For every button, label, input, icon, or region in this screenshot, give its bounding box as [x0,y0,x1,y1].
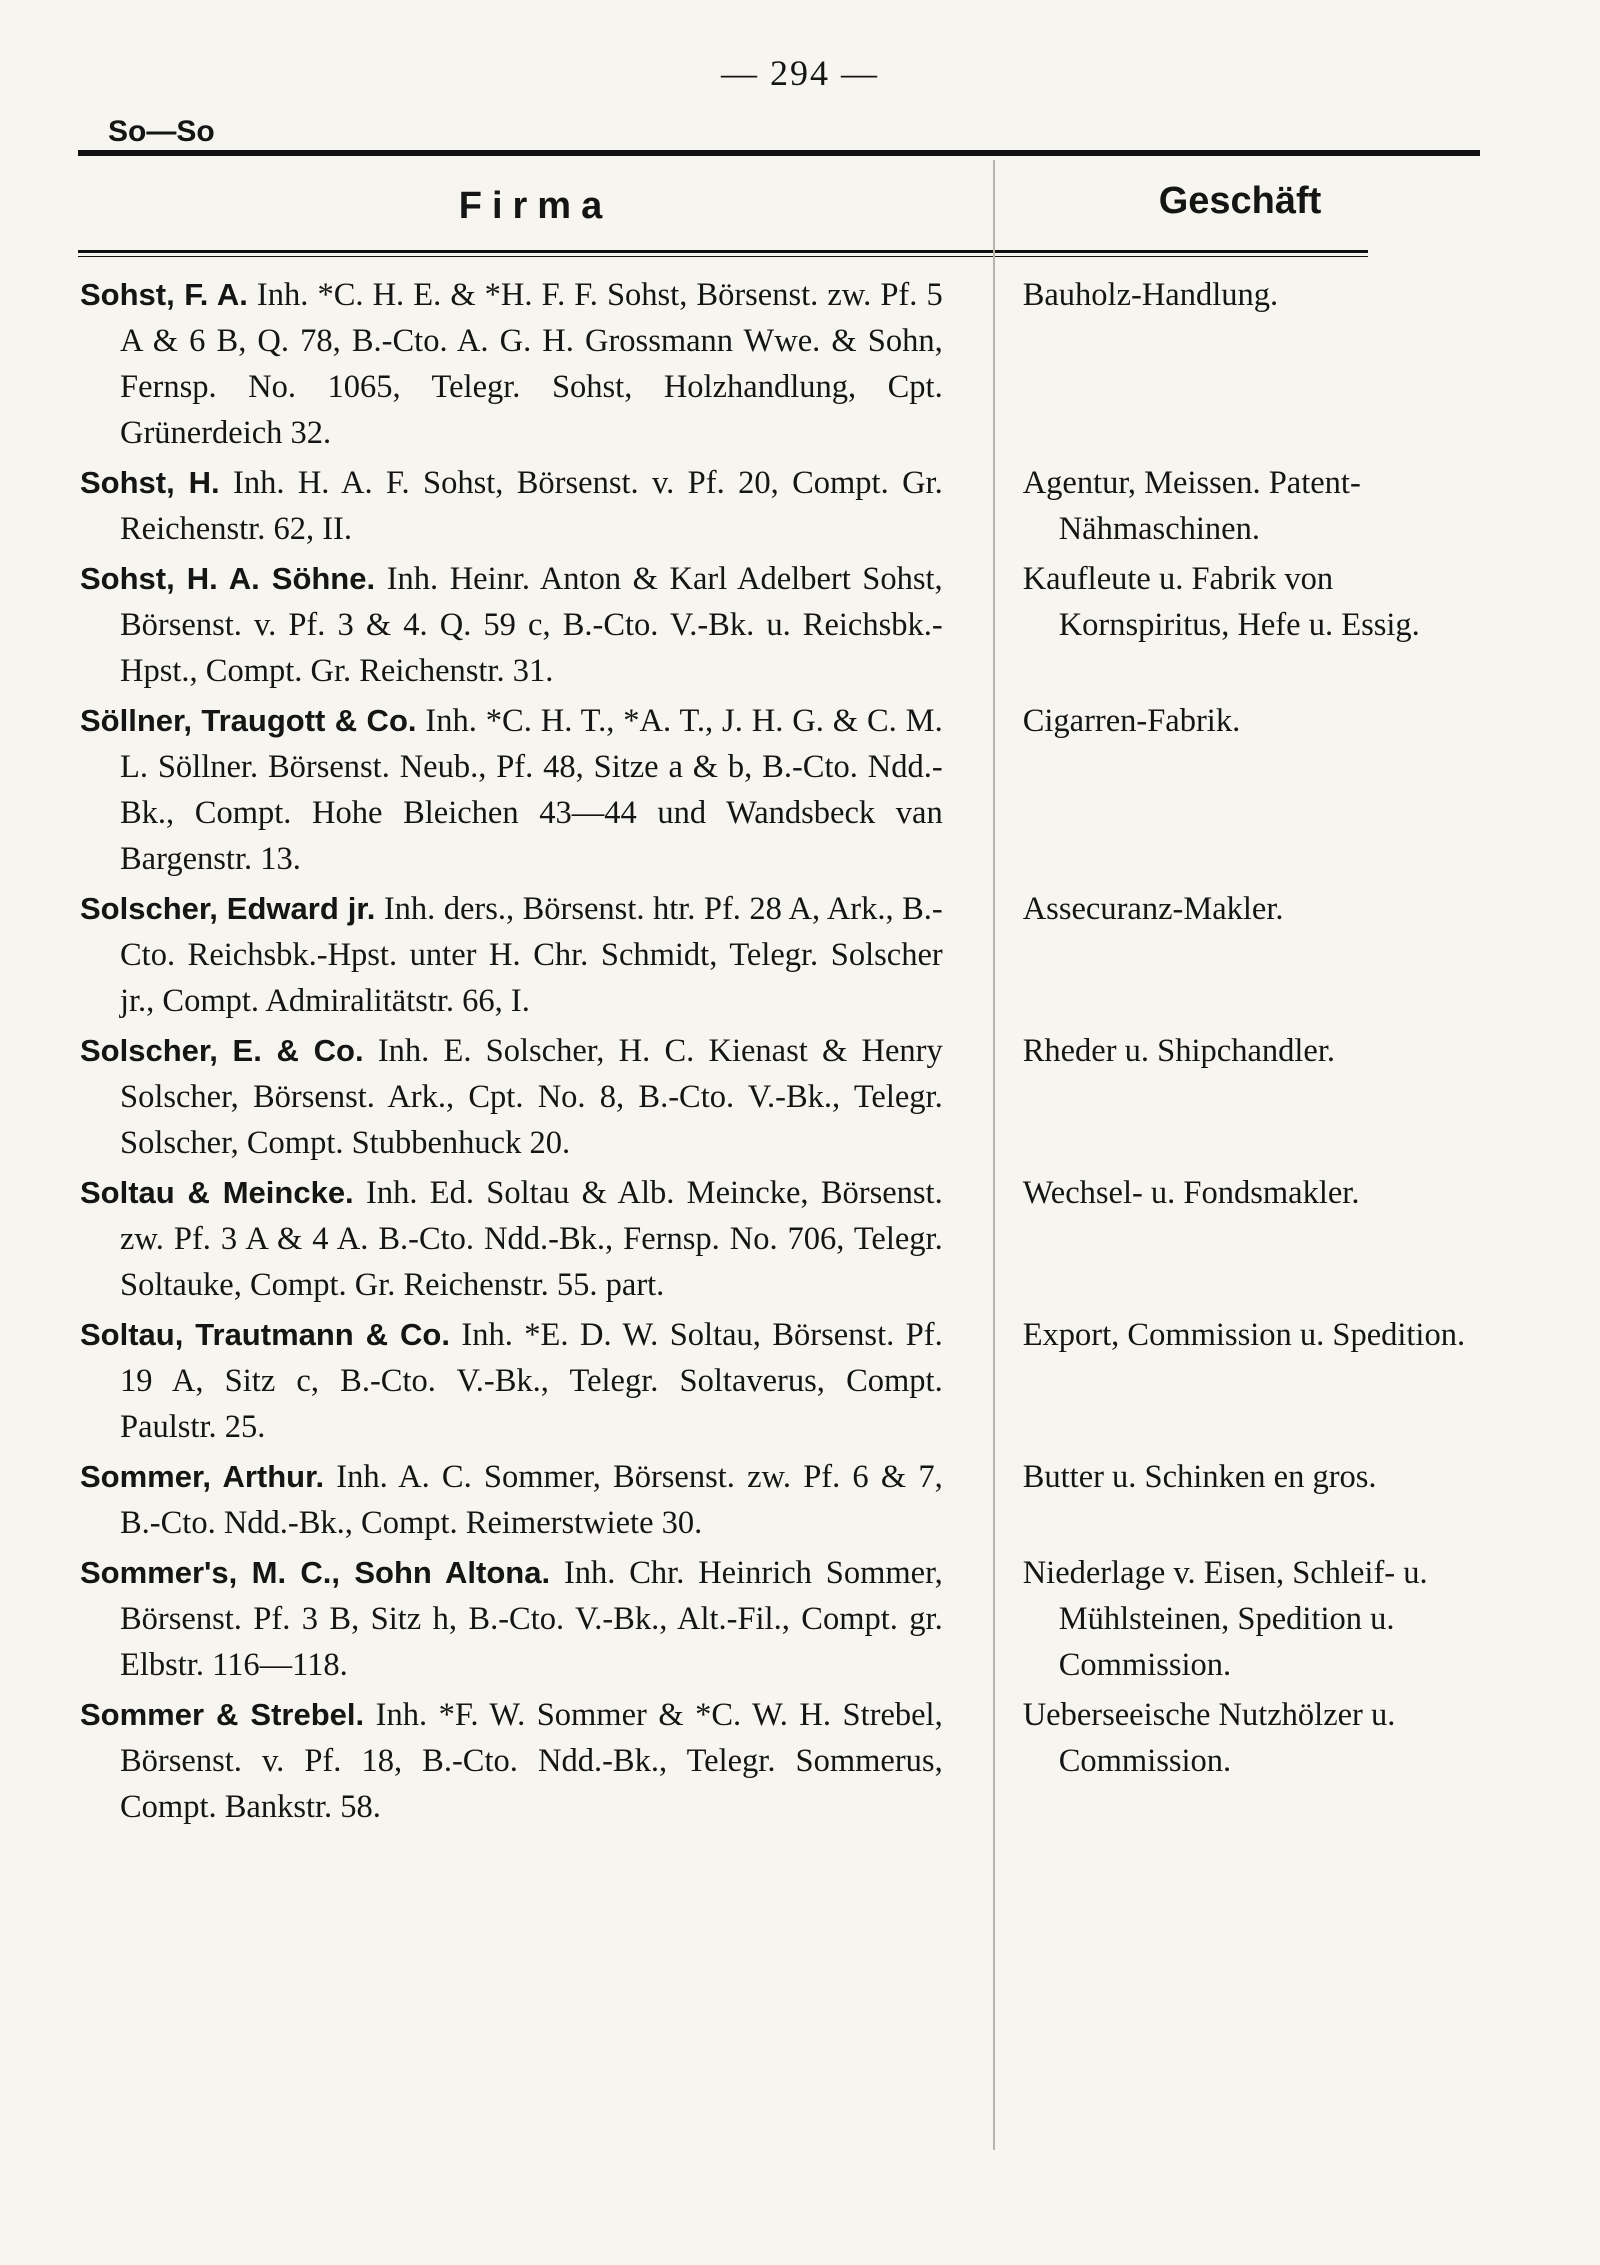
business-text: Ueberseeische Nutzhölzer u. Commission. [1022,1697,1396,1779]
entry-sohst-h [80,460,1480,552]
business-text: Cigarren-Fabrik. [1022,703,1241,739]
firm-text [80,1170,943,1308]
firm-details: Inh. A. C. Sommer, Börsenst. zw. Pf. 6 & 7, B.-Cto. Ndd.-Bk., Compt. Reimerstwiete 30. [120,1459,943,1541]
firm-text [80,1550,943,1688]
firm-details: Inh. Chr. Heinrich Sommer, Börsenst. Pf. 3 B, Sitz h, B.-Cto. V.-Bk., Alt.-Fil., Compt. gr. Elbstr. 116—118. [120,1555,943,1683]
page-number: — 294 — [721,53,879,93]
business-text: Export, Commission u. Spedition. [1022,1317,1466,1353]
firm-text [80,1692,943,1830]
running-head: So—So [108,115,215,148]
firm-text [80,698,943,882]
firm-text [80,886,943,1024]
firm-details: Inh. Ed. Soltau & Alb. Meincke, Börsenst. zw. Pf. 3 A & 4 A. B.-Cto. Ndd.-Bk., Fernsp. No. 706, Telegr. Soltauke, Compt. Gr. Reichenstr. 55. part. [120,1175,943,1303]
business-text: Rheder u. Shipchandler. [1022,1033,1335,1069]
firm-name: Soltau, Trautmann & Co. [80,1317,450,1352]
firm-details: Inh. E. Solscher, H. C. Kienast & Henry Solscher, Börsenst. Ark., Cpt. No. 8, B.-Cto. V.-Bk., Telegr. Solscher, Compt. Stubbenhuck 20. [120,1033,943,1161]
firm-text [80,1454,943,1546]
firm-details: Inh. *C. H. E. & *H. F. F. Sohst, Börsenst. zw. Pf. 5 A & 6 B, Q. 78, B.-Cto. A. G. H. Grossmann Wwe. & Sohn, Fernsp. No. 1065, Telegr. Sohst, Holzhandlung, Cpt. Grünerdeich 32. [120,277,943,451]
entry-soellner-traugott [80,698,1480,882]
firm-name: Sohst, H. [80,465,220,500]
firm-text [80,460,943,552]
firm-name: Söllner, Traugott & Co. [80,703,417,738]
entry-soltau-meincke [80,1170,1480,1308]
firm-text [80,1312,943,1450]
firm-details: Inh. *F. W. Sommer & *C. W. H. Strebel, Börsenst. v. Pf. 18, B.-Cto. Ndd.-Bk., Telegr. Sommerus, Compt. Bankstr. 58. [120,1697,943,1825]
firm-text [80,272,943,456]
firm-text [80,556,943,694]
column-heading-rule [78,250,1368,257]
business-text: Assecuranz-Makler. [1022,891,1284,927]
business-text: Agentur, Meissen. Patent-Nähmaschinen. [1022,465,1361,547]
entry-solscher-e-co [80,1028,1480,1166]
firm-details: Inh. ders., Börsenst. htr. Pf. 28 A, Ark., B.-Cto. Reichsbk.-Hpst. unter H. Chr. Schmidt, Telegr. Solscher jr., Compt. Admiralitätstr. 66, I. [120,891,943,1019]
firm-details: Inh. H. A. F. Sohst, Börsenst. v. Pf. 20, Compt. Gr. Reichenstr. 62, II. [120,465,943,547]
firm-name: Sohst, F. A. [80,277,248,312]
firm-name: Soltau & Meincke. [80,1175,354,1210]
firm-name: Solscher, E. & Co. [80,1033,364,1068]
firm-details: Inh. *C. H. T., *A. T., J. H. G. & C. M. L. Söllner. Börsenst. Neub., Pf. 48, Sitze a & b, B.-Cto. Ndd.-Bk., Compt. Hohe Bleichen 43—44 und Wandsbeck van Bargenstr. 13. [120,703,943,877]
business-text: Bauholz-Handlung. [1022,277,1279,313]
entry-sommer-strebel [80,1692,1480,1830]
entry-solscher-edward [80,886,1480,1024]
entry-sommer-arthur [80,1454,1480,1546]
directory-entries [80,272,1480,1834]
firm-name: Sommer & Strebel. [80,1697,365,1732]
firm-name: Solscher, Edward jr. [80,891,376,926]
business-text: Butter u. Schinken en gros. [1022,1459,1377,1495]
entry-sohst-f-a [80,272,1480,456]
business-text: Niederlage v. Eisen, Schleif- u. Mühlsteinen, Spedition u. Commission. [1022,1555,1428,1683]
entry-sohst-h-a-soehne [80,556,1480,694]
firm-details: Inh. Heinr. Anton & Karl Adelbert Sohst, Börsenst. v. Pf. 3 & 4. Q. 59 c, B.-Cto. V.-Bk. u. Reichsbk.-Hpst., Compt. Gr. Reichenstr. 31. [120,561,943,689]
entry-sommers-m-c-sohn [80,1550,1480,1688]
business-text: Kaufleute u. Fabrik von Kornspiritus, Hefe u. Essig. [1022,561,1420,643]
firm-column-heading: Firma [458,185,613,227]
firm-name: Sommer's, M. C., Sohn Altona. [80,1555,551,1590]
firm-name: Sommer, Arthur. [80,1459,325,1494]
header-rule [78,150,1480,156]
firm-details: Inh. *E. D. W. Soltau, Börsenst. Pf. 19 A, Sitz c, B.-Cto. V.-Bk., Telegr. Soltaverus, Compt. Paulstr. 25. [120,1317,943,1445]
business-column-heading: Geschäft [1158,180,1322,222]
firm-name: Sohst, H. A. Söhne. [80,561,376,596]
business-text: Wechsel- u. Fondsmakler. [1022,1175,1360,1211]
entry-soltau-trautmann [80,1312,1480,1450]
firm-text [80,1028,943,1166]
